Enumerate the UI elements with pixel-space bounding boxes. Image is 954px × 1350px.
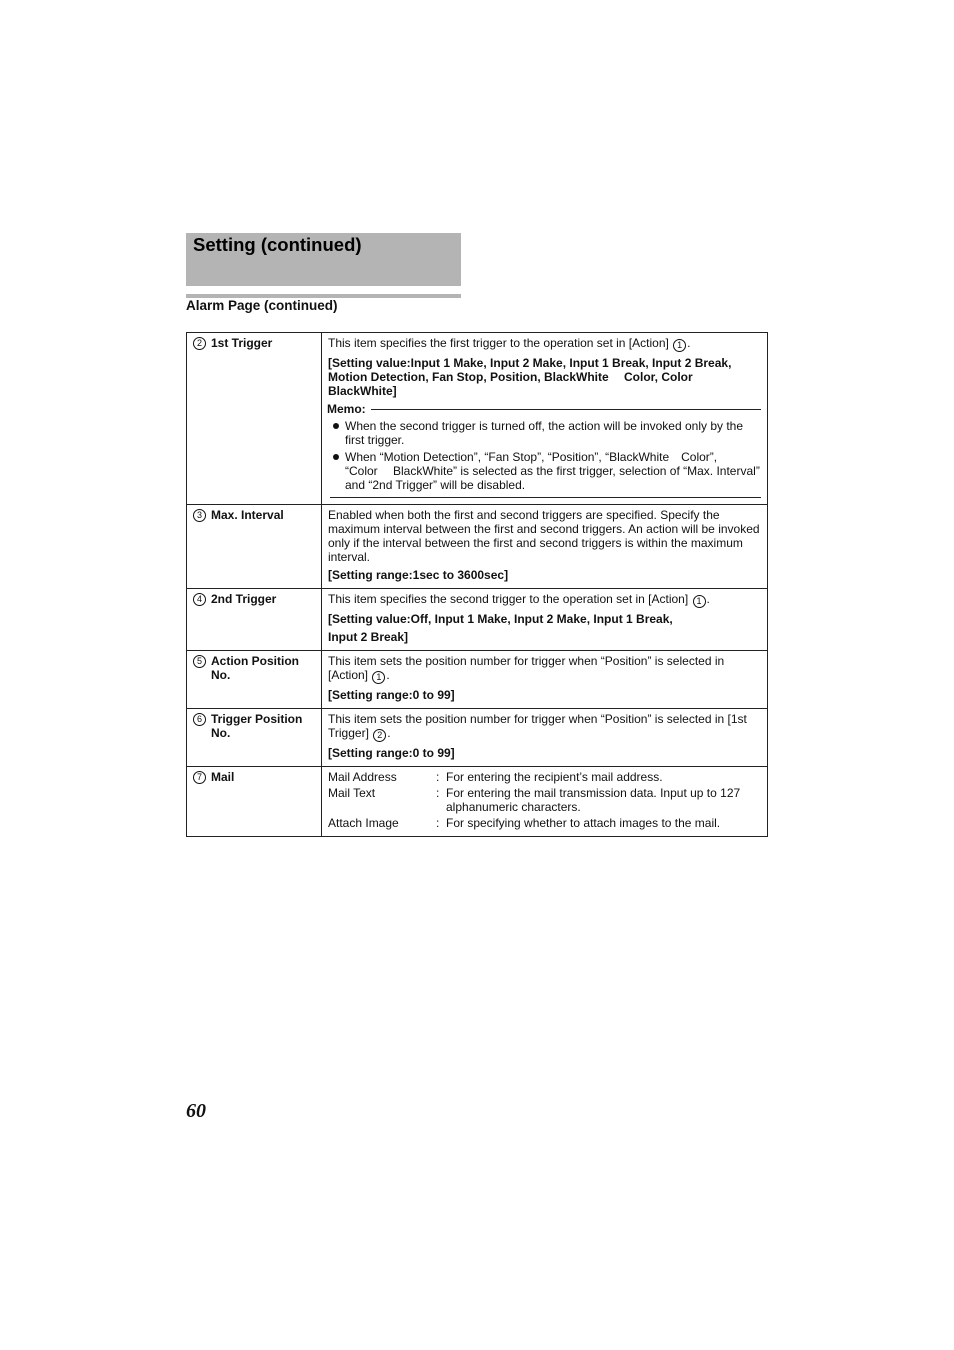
reference-number-badge: 1: [673, 339, 686, 352]
mail-item: [328, 786, 761, 814]
row-text: Enabled when both the first and second triggers are specified. Specify the maximum interval between the first and second triggers. An action will be invoked only if the interval between the first and second triggers is within the maximum interval.: [328, 508, 760, 564]
mail-item-key: Mail Text: [328, 786, 376, 800]
item-number-badge: 4: [193, 593, 206, 606]
row-description-cell: [322, 589, 768, 651]
row-label: Max. Interval: [211, 508, 284, 522]
item-number-badge: 5: [193, 655, 206, 668]
row-text: This item specifies the first trigger to the operation set in [Action] 1 .: [328, 336, 691, 350]
row-text: This item sets the position number for trigger when “Position” is selected in [Action] 1 .: [328, 654, 725, 682]
mail-item-colon: :: [436, 786, 440, 800]
setting-range: [Setting range:1sec to 3600sec]: [328, 568, 509, 582]
memo-label: Memo:: [327, 402, 366, 416]
row-text: This item specifies the second trigger to the operation set in [Action] 1 .: [328, 592, 710, 606]
item-number-badge: 2: [193, 337, 206, 350]
row-label: Trigger Position No.: [211, 712, 303, 740]
row-description-cell: [322, 333, 768, 505]
settings-table: [186, 332, 768, 837]
table-row: [187, 767, 768, 837]
memo-item: When “Motion Detection”, “Fan Stop”, “Position”, “BlackWhite Color”, “Color BlackWhite” is selected as the first trigger, selection of “Max. Interval” and “2nd Trigger” will be disabled.: [331, 450, 761, 492]
row-label-cell: [187, 651, 322, 709]
row-label-cell: [187, 505, 322, 589]
item-number-badge: 3: [193, 509, 206, 522]
table-row: [187, 505, 768, 589]
memo-rule: [371, 409, 761, 410]
reference-number-badge: 2: [373, 729, 386, 742]
mail-item-value: For specifying whether to attach images to the mail.: [446, 816, 721, 830]
setting-values: [Setting value:Input 1 Make, Input 2 Make, Input 1 Break, Input 2 Break, Motion Detection, Fan Stop, Position, BlackWhite Color, Color BlackWhite]: [328, 356, 732, 398]
row-label-cell: [187, 767, 322, 837]
mail-item-key: Mail Address: [328, 770, 397, 784]
table-row: [187, 333, 768, 505]
reference-number-badge: 1: [693, 595, 706, 608]
row-description-cell: [322, 767, 768, 837]
row-label: Action Position No.: [211, 654, 299, 682]
row-label-cell: [187, 709, 322, 767]
mail-item: [328, 816, 761, 830]
setting-range: [Setting range:0 to 99]: [328, 688, 455, 702]
memo-end-rule: [330, 497, 761, 498]
setting-range: [Setting range:0 to 99]: [328, 746, 455, 760]
mail-item-value: For entering the mail transmission data. Input up to 127 alphanumeric characters.: [446, 786, 741, 814]
mail-item-key: Attach Image: [328, 816, 399, 830]
table-row: [187, 651, 768, 709]
table-row: [187, 709, 768, 767]
mail-item-colon: :: [436, 816, 440, 830]
table-row: [187, 589, 768, 651]
mail-item-value: For entering the recipient’s mail address.: [446, 770, 663, 784]
setting-values-continued: Input 2 Break]: [328, 630, 409, 644]
row-description-cell: [322, 651, 768, 709]
memo-box: [327, 402, 761, 498]
row-label-cell: [187, 589, 322, 651]
item-number-badge: 6: [193, 713, 206, 726]
memo-item: When the second trigger is turned off, the action will be invoked only by the first trigger.: [331, 419, 761, 447]
mail-item-colon: :: [436, 770, 440, 784]
section-title: Alarm Page (continued): [186, 298, 338, 313]
row-label: 2nd Trigger: [211, 592, 277, 606]
row-description-cell: [322, 709, 768, 767]
page-title: Setting (continued): [193, 234, 362, 255]
setting-values: [Setting value:Off, Input 1 Make, Input 2 Make, Input 1 Break,: [328, 612, 673, 626]
reference-number-badge: 1: [372, 671, 385, 684]
page-number: 60: [186, 1100, 206, 1122]
item-number-badge: 7: [193, 771, 206, 784]
row-label-cell: [187, 333, 322, 505]
row-label: Mail: [211, 770, 235, 784]
row-description-cell: [322, 505, 768, 589]
row-text: This item sets the position number for trigger when “Position” is selected in [1st Trigger] 2 .: [328, 712, 747, 740]
mail-item: [328, 770, 761, 784]
row-label: 1st Trigger: [211, 336, 273, 350]
title-box: [186, 233, 461, 286]
